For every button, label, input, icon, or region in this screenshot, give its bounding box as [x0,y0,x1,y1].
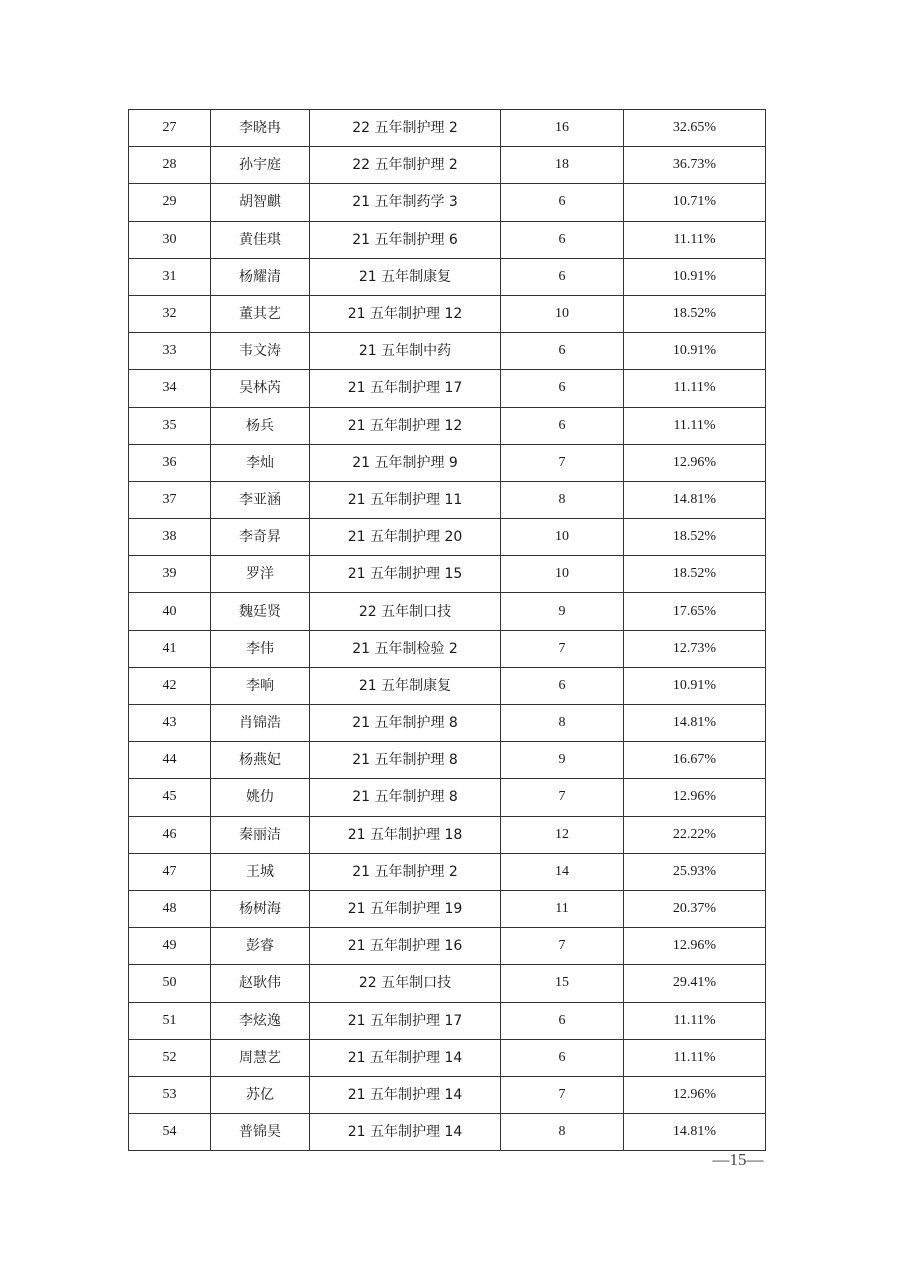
cell-class: 21 五年制护理 17 [310,1002,501,1039]
cell-count: 10 [501,519,624,556]
cell-count: 10 [501,295,624,332]
table-row [129,1076,766,1113]
table-row [129,258,766,295]
cell-percentage: 18.52% [624,556,766,593]
table-row [129,444,766,481]
cell-class: 21 五年制护理 14 [310,1076,501,1113]
cell-student-name: 黄佳琪 [211,221,310,258]
cell-class: 21 五年制护理 19 [310,890,501,927]
cell-percentage: 25.93% [624,853,766,890]
table-row [129,742,766,779]
table-row [129,1039,766,1076]
cell-class: 21 五年制护理 15 [310,556,501,593]
cell-percentage: 14.81% [624,481,766,518]
cell-student-name: 秦丽洁 [211,816,310,853]
cell-class: 21 五年制护理 17 [310,370,501,407]
cell-number: 52 [129,1039,211,1076]
cell-count: 11 [501,890,624,927]
page-number: —15— [712,1150,764,1169]
cell-count: 7 [501,779,624,816]
cell-class: 21 五年制护理 18 [310,816,501,853]
cell-count: 8 [501,1114,624,1151]
cell-count: 12 [501,816,624,853]
cell-count: 8 [501,481,624,518]
cell-number: 34 [129,370,211,407]
cell-count: 7 [501,630,624,667]
table-row [129,1114,766,1151]
table-row [129,1002,766,1039]
cell-number: 32 [129,295,211,332]
table-row [129,630,766,667]
cell-student-name: 李炫逸 [211,1002,310,1039]
cell-number: 43 [129,705,211,742]
cell-number: 47 [129,853,211,890]
cell-student-name: 杨兵 [211,407,310,444]
cell-count: 7 [501,444,624,481]
table-row [129,816,766,853]
table-row [129,593,766,630]
cell-percentage: 11.11% [624,407,766,444]
cell-count: 10 [501,556,624,593]
cell-student-name: 姚仂 [211,779,310,816]
cell-number: 27 [129,110,211,147]
cell-percentage: 11.11% [624,221,766,258]
cell-class: 21 五年制护理 8 [310,742,501,779]
cell-percentage: 12.96% [624,444,766,481]
table-row [129,705,766,742]
cell-student-name: 杨树海 [211,890,310,927]
cell-count: 14 [501,853,624,890]
table-row [129,890,766,927]
cell-number: 45 [129,779,211,816]
cell-count: 6 [501,221,624,258]
cell-student-name: 罗洋 [211,556,310,593]
cell-count: 8 [501,705,624,742]
cell-number: 42 [129,667,211,704]
cell-percentage: 10.91% [624,258,766,295]
cell-class: 21 五年制护理 16 [310,928,501,965]
cell-class: 22 五年制口技 [310,965,501,1002]
table-row [129,184,766,221]
cell-count: 9 [501,742,624,779]
cell-percentage: 14.81% [624,1114,766,1151]
cell-count: 6 [501,333,624,370]
cell-percentage: 14.81% [624,705,766,742]
cell-student-name: 董其艺 [211,295,310,332]
cell-count: 6 [501,667,624,704]
table-row [129,110,766,147]
cell-percentage: 12.73% [624,630,766,667]
cell-count: 6 [501,258,624,295]
records-table-body [129,110,766,1151]
cell-percentage: 36.73% [624,147,766,184]
cell-number: 35 [129,407,211,444]
table-row [129,407,766,444]
cell-class: 21 五年制检验 2 [310,630,501,667]
cell-student-name: 李伟 [211,630,310,667]
cell-class: 21 五年制护理 11 [310,481,501,518]
table-row [129,853,766,890]
cell-percentage: 20.37% [624,890,766,927]
cell-student-name: 赵耿伟 [211,965,310,1002]
cell-number: 41 [129,630,211,667]
table-row [129,779,766,816]
cell-percentage: 16.67% [624,742,766,779]
cell-student-name: 李晓冉 [211,110,310,147]
cell-number: 33 [129,333,211,370]
cell-student-name: 彭睿 [211,928,310,965]
cell-number: 51 [129,1002,211,1039]
cell-count: 6 [501,370,624,407]
table-row [129,147,766,184]
cell-percentage: 32.65% [624,110,766,147]
table-row [129,965,766,1002]
cell-student-name: 苏亿 [211,1076,310,1113]
cell-count: 15 [501,965,624,1002]
table-row [129,556,766,593]
cell-student-name: 普锦昊 [211,1114,310,1151]
cell-class: 21 五年制康复 [310,258,501,295]
table-row [129,481,766,518]
table-row [129,667,766,704]
cell-percentage: 10.71% [624,184,766,221]
table-row [129,333,766,370]
cell-class: 22 五年制护理 2 [310,147,501,184]
cell-number: 38 [129,519,211,556]
cell-class: 21 五年制护理 8 [310,779,501,816]
cell-student-name: 杨耀清 [211,258,310,295]
cell-student-name: 肖锦浩 [211,705,310,742]
cell-percentage: 11.11% [624,1039,766,1076]
cell-percentage: 18.52% [624,519,766,556]
cell-percentage: 11.11% [624,1002,766,1039]
cell-student-name: 魏廷贤 [211,593,310,630]
cell-class: 21 五年制护理 6 [310,221,501,258]
cell-number: 50 [129,965,211,1002]
table-row [129,295,766,332]
cell-student-name: 韦文涛 [211,333,310,370]
table-row [129,519,766,556]
table-row [129,370,766,407]
cell-percentage: 10.91% [624,333,766,370]
cell-percentage: 18.52% [624,295,766,332]
cell-count: 9 [501,593,624,630]
cell-class: 21 五年制护理 12 [310,407,501,444]
cell-number: 36 [129,444,211,481]
cell-number: 31 [129,258,211,295]
cell-class: 21 五年制护理 14 [310,1114,501,1151]
cell-class: 21 五年制护理 2 [310,853,501,890]
cell-class: 22 五年制口技 [310,593,501,630]
cell-student-name: 周慧艺 [211,1039,310,1076]
cell-count: 7 [501,1076,624,1113]
cell-number: 39 [129,556,211,593]
cell-student-name: 李响 [211,667,310,704]
cell-class: 21 五年制护理 14 [310,1039,501,1076]
cell-student-name: 杨燕妃 [211,742,310,779]
table-row [129,928,766,965]
cell-class: 21 五年制护理 12 [310,295,501,332]
cell-student-name: 李灿 [211,444,310,481]
cell-student-name: 吴林芮 [211,370,310,407]
cell-student-name: 王城 [211,853,310,890]
cell-number: 44 [129,742,211,779]
cell-student-name: 李亚涵 [211,481,310,518]
cell-percentage: 10.91% [624,667,766,704]
cell-percentage: 12.96% [624,928,766,965]
cell-count: 6 [501,407,624,444]
records-table [128,109,766,1151]
cell-number: 29 [129,184,211,221]
cell-student-name: 胡智麒 [211,184,310,221]
cell-class: 22 五年制护理 2 [310,110,501,147]
cell-percentage: 29.41% [624,965,766,1002]
cell-number: 30 [129,221,211,258]
cell-number: 49 [129,928,211,965]
cell-student-name: 李奇昇 [211,519,310,556]
cell-class: 21 五年制康复 [310,667,501,704]
cell-student-name: 孙宇庭 [211,147,310,184]
table-row [129,221,766,258]
cell-percentage: 12.96% [624,1076,766,1113]
cell-number: 40 [129,593,211,630]
cell-class: 21 五年制护理 9 [310,444,501,481]
cell-number: 48 [129,890,211,927]
cell-percentage: 22.22% [624,816,766,853]
cell-class: 21 五年制护理 20 [310,519,501,556]
cell-class: 21 五年制护理 8 [310,705,501,742]
cell-number: 37 [129,481,211,518]
cell-percentage: 12.96% [624,779,766,816]
cell-number: 46 [129,816,211,853]
cell-class: 21 五年制药学 3 [310,184,501,221]
cell-number: 28 [129,147,211,184]
cell-count: 16 [501,110,624,147]
cell-percentage: 17.65% [624,593,766,630]
cell-count: 6 [501,1039,624,1076]
cell-number: 53 [129,1076,211,1113]
cell-count: 7 [501,928,624,965]
cell-count: 6 [501,1002,624,1039]
cell-percentage: 11.11% [624,370,766,407]
cell-count: 18 [501,147,624,184]
cell-class: 21 五年制中药 [310,333,501,370]
cell-number: 54 [129,1114,211,1151]
cell-count: 6 [501,184,624,221]
